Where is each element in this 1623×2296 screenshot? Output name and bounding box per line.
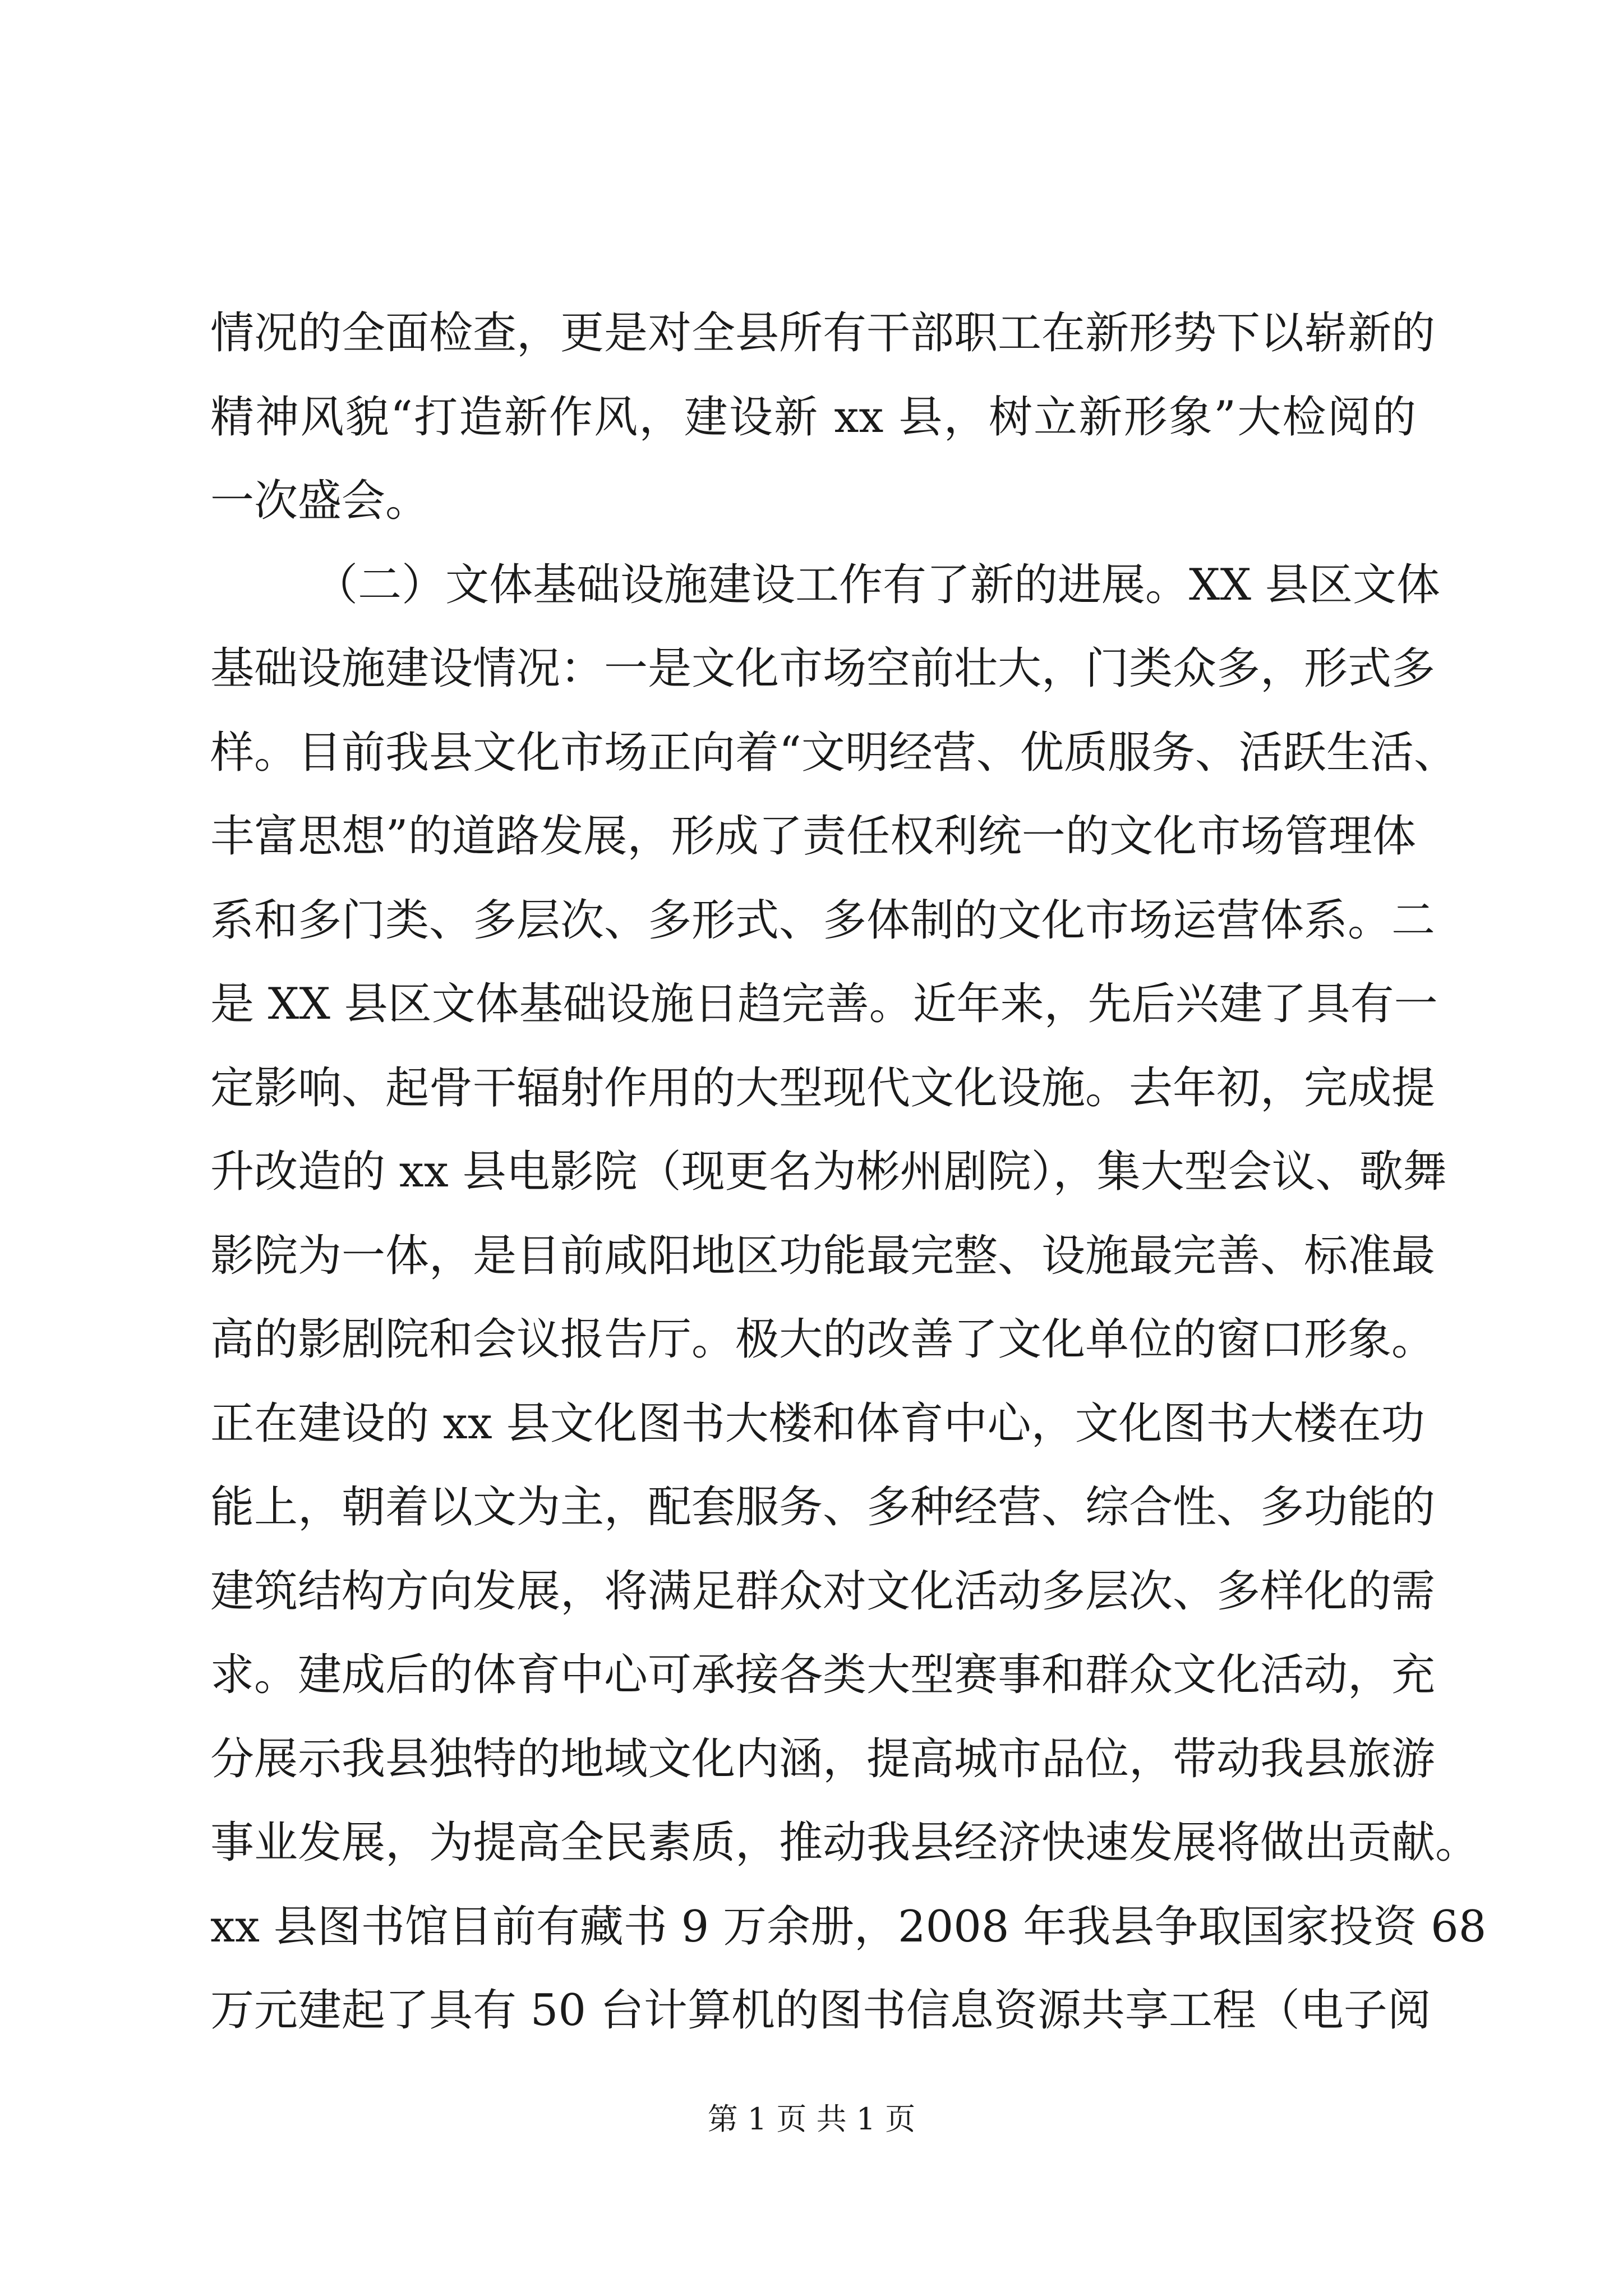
text-line: 样。目前我县文化市场正向着“文明经营、优质服务、活跃生活、	[210, 727, 1458, 778]
text-line: 精神风貌“打造新作风，建设新 xx 县，树立新形象”大检阅的	[210, 392, 1416, 443]
text-line: 升改造的 xx 县电影院（现更名为彬州剧院），集大型会议、歌舞	[210, 1147, 1447, 1197]
text-line: 影院为一体，是目前咸阳地区功能最完整、设施最完善、标准最	[210, 1230, 1436, 1281]
text-line: 一次盛会。	[210, 476, 430, 526]
text-line: 事业发展，为提高全民素质，推动我县经济快速发展将做出贡献。	[210, 1818, 1479, 1868]
text-line: 是 XX 县区文体基础设施日趋完善。近年来，先后兴建了具有一	[210, 979, 1438, 1029]
body-text	[210, 292, 1487, 2053]
text-line: 基础设施建设情况：一是文化市场空前壮大，门类众多，形式多	[210, 643, 1436, 694]
text-line: 丰富思想”的道路发展，形成了责任权利统一的文化市场管理体	[210, 811, 1416, 862]
text-line: 正在建设的 xx 县文化图书大楼和体育中心，文化图书大楼在功	[210, 1398, 1425, 1449]
text-line: 建筑结构方向发展，将满足群众对文化活动多层次、多样化的需	[210, 1566, 1436, 1617]
text-line: 情况的全面检查，更是对全县所有干部职工在新形势下以崭新的	[210, 308, 1436, 358]
text-line: 能上，朝着以文为主，配套服务、多种经营、综合性、多功能的	[210, 1482, 1436, 1533]
text-line: 分展示我县独特的地域文化内涵，提高城市品位，带动我县旅游	[210, 1733, 1436, 1784]
page-footer: 第 1 页 共 1 页	[707, 2101, 916, 2137]
text-line: 高的影剧院和会议报告厅。极大的改善了文化单位的窗口形象。	[210, 1314, 1436, 1365]
text-line: 万元建起了具有 50 台计算机的图书信息资源共享工程（电子阅	[210, 1985, 1431, 2036]
text-line: 求。建成后的体育中心可承接各类大型赛事和群众文化活动，充	[210, 1650, 1436, 1700]
text-line: （二）文体基础设施建设工作有了新的进展。XX 县区文体	[314, 559, 1440, 610]
text-line: xx 县图书馆目前有藏书 9 万余册，2008 年我县争取国家投资 68	[210, 1901, 1487, 1952]
text-line: 定影响、起骨干辐射作用的大型现代文化设施。去年初，完成提	[210, 1062, 1436, 1114]
text-line: 系和多门类、多层次、多形式、多体制的文化市场运营体系。二	[210, 895, 1436, 946]
